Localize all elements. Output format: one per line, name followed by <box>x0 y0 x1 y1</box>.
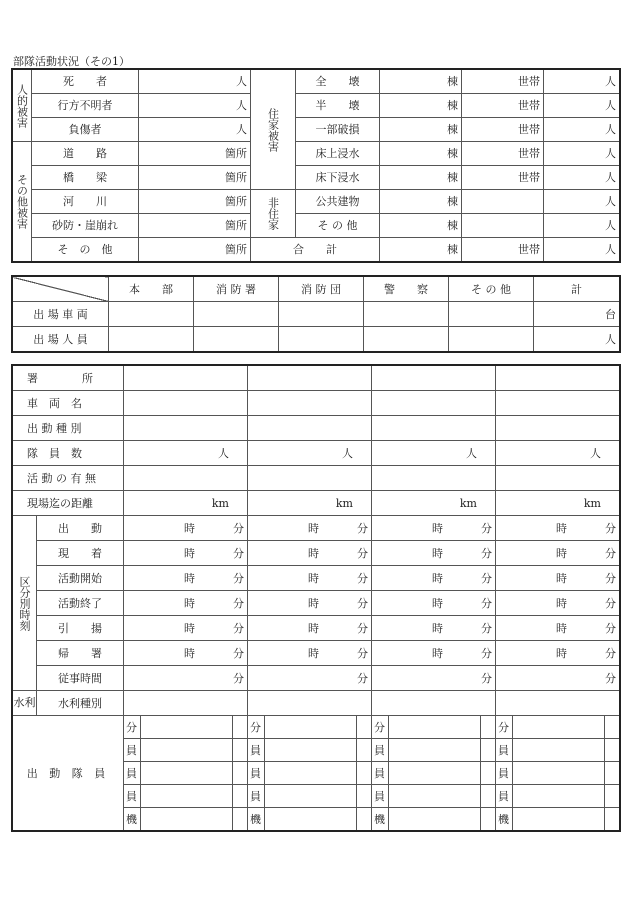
dispatch-row-label: 出 場 車 両 <box>13 302 109 327</box>
unit-value-field[interactable]: 人 <box>124 441 248 466</box>
persons-value-field[interactable]: 人 <box>544 70 620 94</box>
member-name-field[interactable] <box>389 739 496 762</box>
activity-row-label: 隊 員 数 <box>13 441 124 466</box>
activity-row <box>13 641 620 666</box>
total-persons-field[interactable]: 人 <box>544 238 620 262</box>
member-prefix: 分 <box>496 716 513 739</box>
other-damage-value-field[interactable]: 箇所 <box>139 142 251 166</box>
households-value-field[interactable]: 世帯 <box>462 118 544 142</box>
hour-unit: 時 <box>308 621 319 635</box>
water-type-field[interactable] <box>124 691 248 716</box>
minute-unit: 分 <box>481 521 492 535</box>
buildings-value-field[interactable]: 棟 <box>380 166 462 190</box>
dispatch-value-field[interactable] <box>449 302 534 327</box>
activity-row <box>13 616 620 641</box>
time-value-field[interactable] <box>124 591 248 616</box>
time-row-label: 現 着 <box>37 541 124 566</box>
minute-unit: 分 <box>233 571 244 585</box>
persons-value-field[interactable]: 人 <box>544 94 620 118</box>
activity-row <box>13 666 620 691</box>
hour-unit: 時 <box>308 571 319 585</box>
member-prefix: 員 <box>496 785 513 808</box>
activity-row-label: 署 所 <box>13 366 124 391</box>
minute-unit: 分 <box>481 571 492 585</box>
unit-value-field[interactable] <box>496 391 620 416</box>
time-value-field[interactable] <box>124 566 248 591</box>
member-prefix: 員 <box>124 762 141 785</box>
page-title: 部隊活動状況（その1） <box>13 55 130 68</box>
unit-value-field[interactable] <box>124 416 248 441</box>
dispatch-column-header: 警 察 <box>364 277 449 302</box>
minute-unit: 分 <box>481 546 492 560</box>
dispatch-table <box>12 276 620 352</box>
member-prefix: 員 <box>248 739 265 762</box>
member-divider <box>232 785 233 807</box>
member-divider <box>356 785 357 807</box>
nonhouse-damage-group-label: 非住家 <box>251 190 296 238</box>
hour-unit: 時 <box>184 621 195 635</box>
dispatch-column-header: 消 防 署 <box>194 277 279 302</box>
dispatch-column-header: 計 <box>534 277 620 302</box>
hour-unit: 時 <box>556 646 567 660</box>
unit-value-field[interactable] <box>248 416 372 441</box>
house-damage-label: 半 壊 <box>296 94 380 118</box>
dispatch-value-field[interactable] <box>109 327 194 352</box>
damage-row <box>13 94 620 118</box>
hour-unit: 時 <box>432 621 443 635</box>
dispatch-value-field[interactable] <box>364 302 449 327</box>
damage-row <box>13 142 620 166</box>
time-value-field[interactable] <box>372 516 496 541</box>
member-prefix: 機 <box>496 808 513 831</box>
member-name-field[interactable] <box>513 739 620 762</box>
duration-value-field[interactable]: 分 <box>372 666 496 691</box>
households-value-field[interactable]: 世帯 <box>462 142 544 166</box>
unit-value-field[interactable]: 人 <box>372 441 496 466</box>
activity-row <box>13 566 620 591</box>
members-label: 出 動 隊 員 <box>13 716 124 831</box>
hour-unit: 時 <box>184 596 195 610</box>
member-prefix: 員 <box>248 762 265 785</box>
hour-unit: 時 <box>556 571 567 585</box>
damage-table <box>12 69 620 262</box>
unit-value-field[interactable] <box>372 466 496 491</box>
hour-unit: 時 <box>184 646 195 660</box>
unit-value-field[interactable] <box>248 366 372 391</box>
buildings-value-field[interactable]: 棟 <box>380 94 462 118</box>
other-damage-value-field[interactable]: 箇所 <box>139 214 251 238</box>
member-prefix: 機 <box>248 808 265 831</box>
time-value-field[interactable] <box>496 591 620 616</box>
unit-value-field[interactable] <box>248 391 372 416</box>
member-name-field[interactable] <box>389 785 496 808</box>
member-prefix: 分 <box>248 716 265 739</box>
member-divider <box>604 716 605 738</box>
buildings-value-field[interactable]: 棟 <box>380 214 462 238</box>
hour-unit: 時 <box>432 546 443 560</box>
member-prefix: 員 <box>372 785 389 808</box>
water-type-field[interactable] <box>248 691 372 716</box>
human-damage-value-field[interactable]: 人 <box>139 94 251 118</box>
dispatch-total-field[interactable]: 人 <box>534 327 620 352</box>
dispatch-column-header: 消 防 団 <box>279 277 364 302</box>
dispatch-column-header: 本 部 <box>109 277 194 302</box>
member-divider <box>356 762 357 784</box>
minute-unit: 分 <box>233 521 244 535</box>
nonhouse-damage-label: 公共建物 <box>296 190 380 214</box>
member-name-field[interactable] <box>265 762 372 785</box>
hour-unit: 時 <box>184 571 195 585</box>
persons-value-field[interactable]: 人 <box>544 166 620 190</box>
time-value-field[interactable] <box>248 616 372 641</box>
unit-value-field[interactable] <box>248 466 372 491</box>
hour-unit: 時 <box>432 646 443 660</box>
member-prefix: 機 <box>124 808 141 831</box>
member-name-field[interactable] <box>513 716 620 739</box>
member-name-field[interactable] <box>389 808 496 831</box>
unit-value-field[interactable] <box>124 466 248 491</box>
activity-row <box>13 391 620 416</box>
activity-row <box>13 591 620 616</box>
hour-unit: 時 <box>432 521 443 535</box>
member-divider <box>480 716 481 738</box>
time-group-label: 区分別時刻 <box>13 516 37 691</box>
buildings-value-field[interactable]: 棟 <box>380 70 462 94</box>
other-damage-value-field[interactable]: 箇所 <box>139 190 251 214</box>
hour-unit: 時 <box>308 546 319 560</box>
hour-unit: 時 <box>556 546 567 560</box>
house-damage-label: 一部破損 <box>296 118 380 142</box>
house-damage-label: 床下浸水 <box>296 166 380 190</box>
dispatch-value-field[interactable] <box>194 302 279 327</box>
unit-value-field[interactable]: 人 <box>248 441 372 466</box>
hour-unit: 時 <box>308 521 319 535</box>
dispatch-value-field[interactable] <box>449 327 534 352</box>
total-label: 合 計 <box>251 238 380 262</box>
minute-unit: 分 <box>481 621 492 635</box>
time-row-label: 出 動 <box>37 516 124 541</box>
member-divider <box>480 762 481 784</box>
minute-unit: 分 <box>357 571 368 585</box>
time-value-field[interactable] <box>496 641 620 666</box>
member-prefix: 員 <box>496 739 513 762</box>
member-name-field[interactable] <box>265 739 372 762</box>
activity-row <box>13 366 620 391</box>
unit-value-field[interactable]: km <box>248 491 372 516</box>
dispatch-value-field[interactable] <box>279 302 364 327</box>
time-value-field[interactable] <box>248 566 372 591</box>
member-name-field[interactable] <box>141 785 248 808</box>
minute-unit: 分 <box>605 621 616 635</box>
member-prefix: 員 <box>372 739 389 762</box>
water-type-field[interactable] <box>372 691 496 716</box>
member-name-field[interactable] <box>141 716 248 739</box>
human-damage-label: 死 者 <box>32 70 139 94</box>
other-damage-label: 砂防・崖崩れ <box>32 214 139 238</box>
activity-row <box>13 541 620 566</box>
persons-value-field[interactable]: 人 <box>544 118 620 142</box>
minute-unit: 分 <box>481 646 492 660</box>
house-damage-group-label: 住家被害 <box>251 70 296 190</box>
minute-unit: 分 <box>605 571 616 585</box>
persons-value-field[interactable]: 人 <box>544 190 620 214</box>
buildings-value-field[interactable]: 棟 <box>380 142 462 166</box>
unit-value-field[interactable] <box>124 366 248 391</box>
hour-unit: 時 <box>556 521 567 535</box>
activity-row-label: 活 動 の 有 無 <box>13 466 124 491</box>
households-value-field[interactable]: 世帯 <box>462 166 544 190</box>
member-prefix: 機 <box>372 808 389 831</box>
dispatch-corner-cell <box>13 277 109 302</box>
activity-table <box>12 365 620 831</box>
activity-row-label: 現場迄の距離 <box>13 491 124 516</box>
member-divider <box>604 739 605 761</box>
minute-unit: 分 <box>605 521 616 535</box>
time-value-field[interactable] <box>124 641 248 666</box>
duration-value-field[interactable]: 分 <box>124 666 248 691</box>
other-damage-label: 橋 梁 <box>32 166 139 190</box>
member-prefix: 員 <box>124 739 141 762</box>
member-prefix: 分 <box>372 716 389 739</box>
member-name-field[interactable] <box>141 808 248 831</box>
time-value-field[interactable] <box>372 541 496 566</box>
member-prefix: 員 <box>496 762 513 785</box>
damage-row <box>13 238 620 262</box>
dispatch-row <box>13 302 620 327</box>
unit-value-field[interactable]: km <box>496 491 620 516</box>
minute-unit: 分 <box>605 646 616 660</box>
house-damage-label: 床上浸水 <box>296 142 380 166</box>
unit-value-field[interactable] <box>372 366 496 391</box>
human-damage-label: 行方不明者 <box>32 94 139 118</box>
time-row-label: 活動開始 <box>37 566 124 591</box>
unit-value-field[interactable] <box>496 466 620 491</box>
minute-unit: 分 <box>357 646 368 660</box>
time-value-field[interactable] <box>372 616 496 641</box>
minute-unit: 分 <box>357 596 368 610</box>
minute-unit: 分 <box>357 621 368 635</box>
time-value-field[interactable] <box>496 541 620 566</box>
member-name-field[interactable] <box>265 808 372 831</box>
hour-unit: 時 <box>308 646 319 660</box>
member-name-field[interactable] <box>265 785 372 808</box>
minute-unit: 分 <box>233 646 244 660</box>
activity-row <box>13 716 620 739</box>
member-name-field[interactable] <box>389 716 496 739</box>
minute-unit: 分 <box>605 546 616 560</box>
member-name-field[interactable] <box>513 785 620 808</box>
other-damage-value-field[interactable]: 箇所 <box>139 166 251 190</box>
time-value-field[interactable] <box>372 566 496 591</box>
other-damage-group-label: その他被害 <box>13 142 32 262</box>
minute-unit: 分 <box>357 546 368 560</box>
house-damage-label: 全 壊 <box>296 70 380 94</box>
time-value-field[interactable] <box>496 566 620 591</box>
member-divider <box>604 785 605 807</box>
unit-value-field[interactable] <box>124 391 248 416</box>
water-type-field[interactable] <box>496 691 620 716</box>
time-value-field[interactable] <box>124 616 248 641</box>
households-value-field[interactable]: 世帯 <box>462 94 544 118</box>
dispatch-header-row <box>13 277 620 302</box>
time-value-field[interactable] <box>248 541 372 566</box>
unit-value-field[interactable]: 人 <box>496 441 620 466</box>
member-name-field[interactable] <box>141 762 248 785</box>
persons-value-field[interactable]: 人 <box>544 142 620 166</box>
households-value-field[interactable] <box>462 190 544 214</box>
hour-unit: 時 <box>184 546 195 560</box>
dispatch-value-field[interactable] <box>279 327 364 352</box>
dispatch-row-label: 出 場 人 員 <box>13 327 109 352</box>
minute-unit: 分 <box>233 596 244 610</box>
time-row-label: 活動終了 <box>37 591 124 616</box>
time-value-field[interactable] <box>496 616 620 641</box>
member-divider <box>232 739 233 761</box>
damage-row <box>13 166 620 190</box>
dispatch-value-field[interactable] <box>109 302 194 327</box>
households-value-field[interactable] <box>462 214 544 238</box>
member-divider <box>604 762 605 784</box>
member-divider <box>356 716 357 738</box>
other-damage-label: 河 川 <box>32 190 139 214</box>
minute-unit: 分 <box>357 521 368 535</box>
time-value-field[interactable] <box>248 641 372 666</box>
human-damage-group-label: 人的被害 <box>13 70 32 142</box>
time-value-field[interactable] <box>372 641 496 666</box>
member-prefix: 分 <box>124 716 141 739</box>
other-damage-value-field[interactable]: 箇所 <box>139 238 251 262</box>
member-prefix: 員 <box>248 785 265 808</box>
activity-row <box>13 491 620 516</box>
activity-row <box>13 466 620 491</box>
unit-value-field[interactable] <box>372 416 496 441</box>
time-value-field[interactable] <box>248 591 372 616</box>
buildings-value-field[interactable]: 棟 <box>380 190 462 214</box>
member-name-field[interactable] <box>389 762 496 785</box>
dispatch-column-header: そ の 他 <box>449 277 534 302</box>
activity-row-label: 出 動 種 別 <box>13 416 124 441</box>
damage-row <box>13 214 620 238</box>
households-value-field[interactable]: 世帯 <box>462 70 544 94</box>
member-divider <box>356 808 357 830</box>
damage-row <box>13 70 620 94</box>
member-divider <box>480 808 481 830</box>
activity-row <box>13 441 620 466</box>
duration-label: 従事時間 <box>37 666 124 691</box>
damage-row <box>13 190 620 214</box>
time-value-field[interactable] <box>248 516 372 541</box>
member-name-field[interactable] <box>513 762 620 785</box>
member-divider <box>232 762 233 784</box>
unit-value-field[interactable]: km <box>372 491 496 516</box>
hour-unit: 時 <box>556 621 567 635</box>
activity-row <box>13 416 620 441</box>
time-row-label: 引 揚 <box>37 616 124 641</box>
minute-unit: 分 <box>233 546 244 560</box>
unit-value-field[interactable] <box>496 416 620 441</box>
time-value-field[interactable] <box>496 516 620 541</box>
minute-unit: 分 <box>481 596 492 610</box>
activity-row-label: 車 両 名 <box>13 391 124 416</box>
damage-row <box>13 118 620 142</box>
member-name-field[interactable] <box>265 716 372 739</box>
hour-unit: 時 <box>432 571 443 585</box>
dispatch-value-field[interactable] <box>194 327 279 352</box>
duration-value-field[interactable]: 分 <box>248 666 372 691</box>
unit-value-field[interactable]: km <box>124 491 248 516</box>
hour-unit: 時 <box>432 596 443 610</box>
activity-row <box>13 516 620 541</box>
time-value-field[interactable] <box>124 541 248 566</box>
member-divider <box>232 716 233 738</box>
time-value-field[interactable] <box>372 591 496 616</box>
persons-value-field[interactable]: 人 <box>544 214 620 238</box>
member-divider <box>232 808 233 830</box>
member-divider <box>480 785 481 807</box>
human-damage-value-field[interactable]: 人 <box>139 70 251 94</box>
member-divider <box>604 808 605 830</box>
other-damage-label: そ の 他 <box>32 238 139 262</box>
dispatch-row <box>13 327 620 352</box>
unit-value-field[interactable] <box>496 366 620 391</box>
duration-value-field[interactable]: 分 <box>496 666 620 691</box>
buildings-value-field[interactable]: 棟 <box>380 118 462 142</box>
nonhouse-damage-label: そ の 他 <box>296 214 380 238</box>
total-households-field[interactable]: 世帯 <box>462 238 544 262</box>
member-prefix: 員 <box>372 762 389 785</box>
hour-unit: 時 <box>308 596 319 610</box>
water-type-label: 水利種別 <box>37 691 124 716</box>
member-name-field[interactable] <box>513 808 620 831</box>
water-group-label: 水利 <box>13 691 37 716</box>
dispatch-value-field[interactable] <box>364 327 449 352</box>
minute-unit: 分 <box>605 596 616 610</box>
total-buildings-field[interactable]: 棟 <box>380 238 462 262</box>
human-damage-label: 負傷者 <box>32 118 139 142</box>
dispatch-total-field[interactable]: 台 <box>534 302 620 327</box>
member-divider <box>480 739 481 761</box>
hour-unit: 時 <box>184 521 195 535</box>
human-damage-value-field[interactable]: 人 <box>139 118 251 142</box>
other-damage-label: 道 路 <box>32 142 139 166</box>
minute-unit: 分 <box>233 621 244 635</box>
hour-unit: 時 <box>556 596 567 610</box>
member-name-field[interactable] <box>141 739 248 762</box>
time-row-label: 帰 署 <box>37 641 124 666</box>
activity-row <box>13 691 620 716</box>
member-prefix: 員 <box>124 785 141 808</box>
member-divider <box>356 739 357 761</box>
unit-value-field[interactable] <box>372 391 496 416</box>
time-value-field[interactable] <box>124 516 248 541</box>
